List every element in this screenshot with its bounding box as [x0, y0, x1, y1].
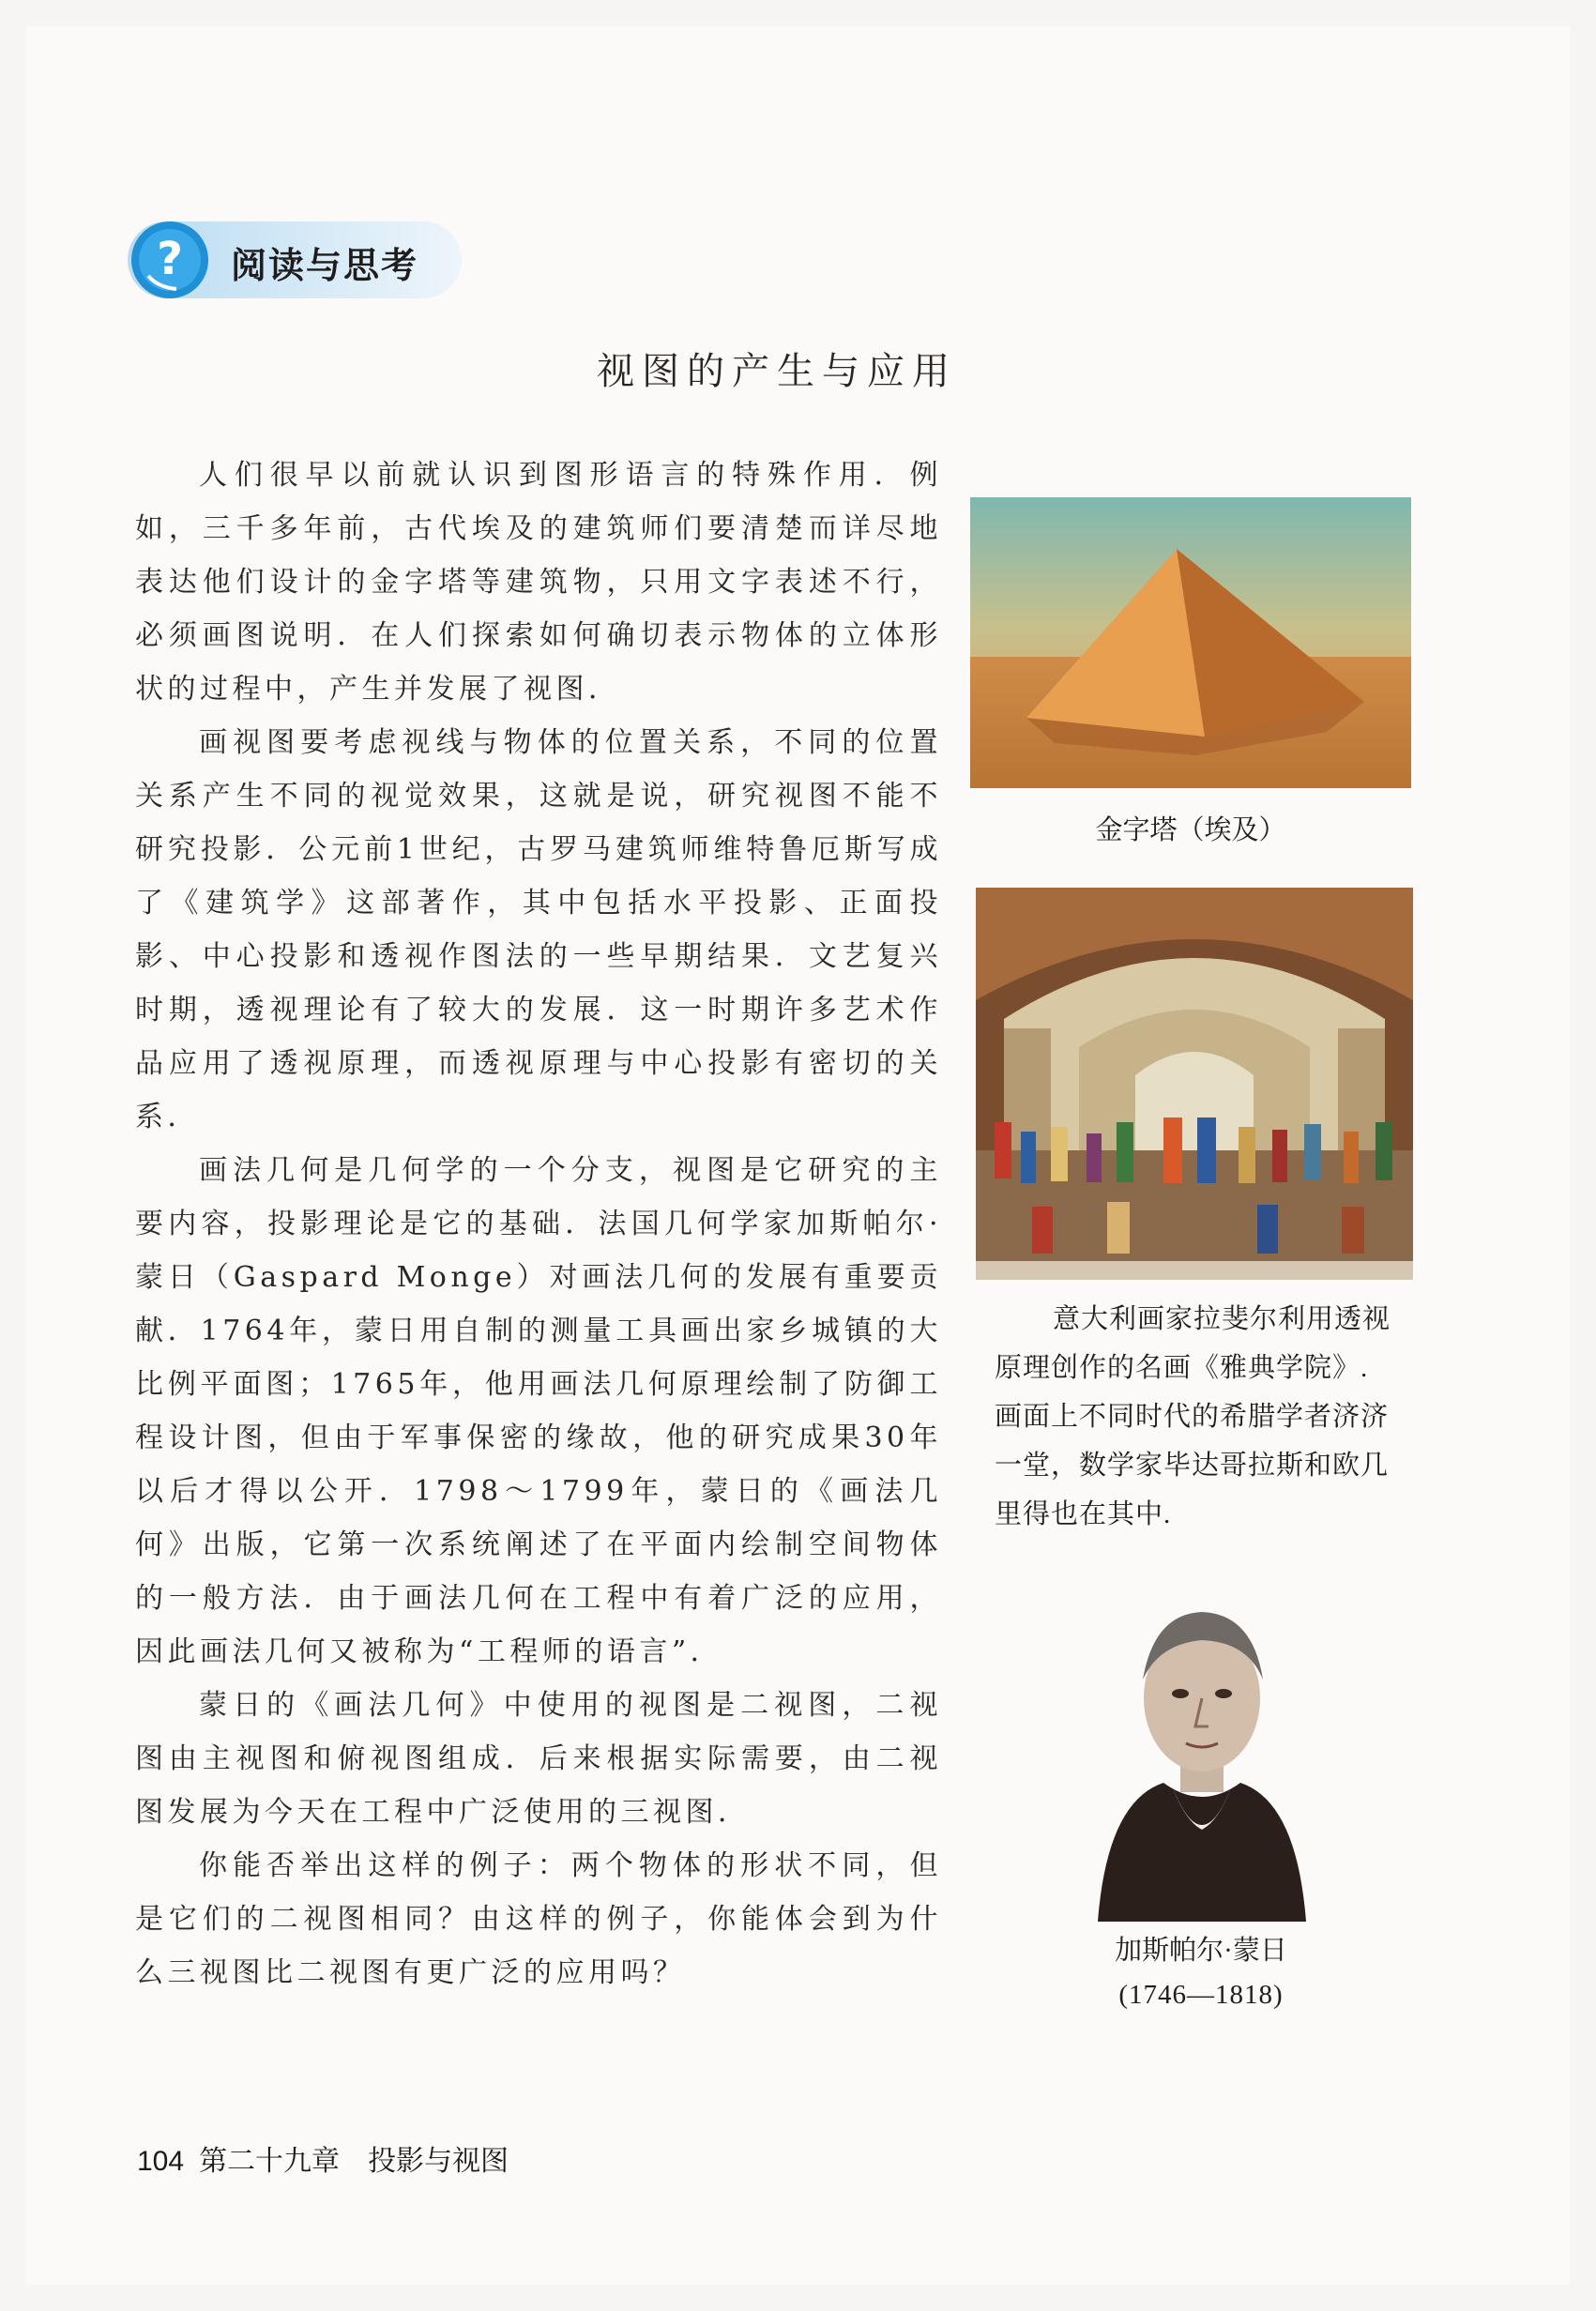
monge-years: (1746—1818)	[1118, 1980, 1284, 2010]
paragraph: 蒙日的《画法几何》中使用的视图是二视图，二视图由主视图和俯视图组成．后来根据实际需要，由二视图发展为今天在工程中广泛使用的三视图．	[135, 1689, 942, 1829]
paragraph: 你能否举出这样的例子：两个物体的形状不同，但是它们的二视图相同？由这样的例子，你能体会到为什么三视图比二视图有更广泛的应用吗？	[135, 1849, 942, 1989]
page-number: 104	[137, 2146, 185, 2177]
chapter-title: 投影与视图	[368, 2146, 509, 2177]
monge-portrait	[1088, 1595, 1315, 1922]
caption-line: 一堂，数学家毕达哥拉斯和欧几	[995, 1451, 1390, 1481]
article-body	[135, 449, 942, 1999]
paragraph: 画视图要考虑视线与物体的位置关系，不同的位置关系产生不同的视觉效果，这就是说，研究视图不能不研究投影．公元前1世纪，古罗马建筑师维特鲁厄斯写成了《建筑学》这部著作，其中包括水平投影、正面投影、中心投影和透视作图法的一些早期结果．文艺复兴时期，透视理论有了较大的发展．这一时期许多艺术作品应用了透视原理，而透视原理与中心投影有密切的关系．	[135, 726, 942, 1133]
article-title: 视图的产生与应用	[597, 350, 957, 393]
pyramid-caption: 金字塔（埃及）	[1095, 815, 1286, 845]
pyramid-photo	[970, 497, 1411, 788]
section-label: 阅读与思考	[231, 245, 419, 286]
paragraph: 人们很早以前就认识到图形语言的特殊作用．例如，三千多年前，古代埃及的建筑师们要清楚而详尽地表达他们设计的金字塔等建筑物，只用文字表述不行，必须画图说明．在人们探索如何确切表示物体的立体形状的过程中，产生并发展了视图．	[135, 459, 942, 706]
caption-line: 原理创作的名画《雅典学院》.	[995, 1353, 1369, 1383]
caption-line: 里得也在其中.	[995, 1499, 1172, 1529]
caption-line: 画面上不同时代的希腊学者济济	[995, 1402, 1390, 1432]
page-footer	[137, 2137, 509, 2179]
paragraph: 画法几何是几何学的一个分支，视图是它研究的主要内容，投影理论是它的基础．法国几何学家加斯帕尔·蒙日（Gaspard Monge）对画法几何的发展有重要贡献．1764年，蒙日用自制的测量工具画出家乡城镇的大比例平面图；1765年，他用画法几何原理绘制了防御工程设计图，但由于军事保密的缘故，他的研究成果30年以后才得以公开．1798～1799年，蒙日的《画法几何》出版，它第一次系统阐述了在平面内绘制空间物体的一般方法．由于画法几何在工程中有着广泛的应用，因此画法几何又被称为“工程师的语言”．	[135, 1154, 942, 1668]
svg-text:?: ?	[157, 233, 183, 285]
painting-caption	[995, 1295, 1407, 1539]
question-mark-icon	[129, 220, 210, 300]
school-of-athens-painting	[976, 888, 1413, 1280]
monge-name: 加斯帕尔·蒙日	[1115, 1936, 1287, 1966]
chapter-number: 第二十九章	[199, 2146, 341, 2177]
caption-line: 意大利画家拉斐尔利用透视	[1053, 1304, 1391, 1334]
